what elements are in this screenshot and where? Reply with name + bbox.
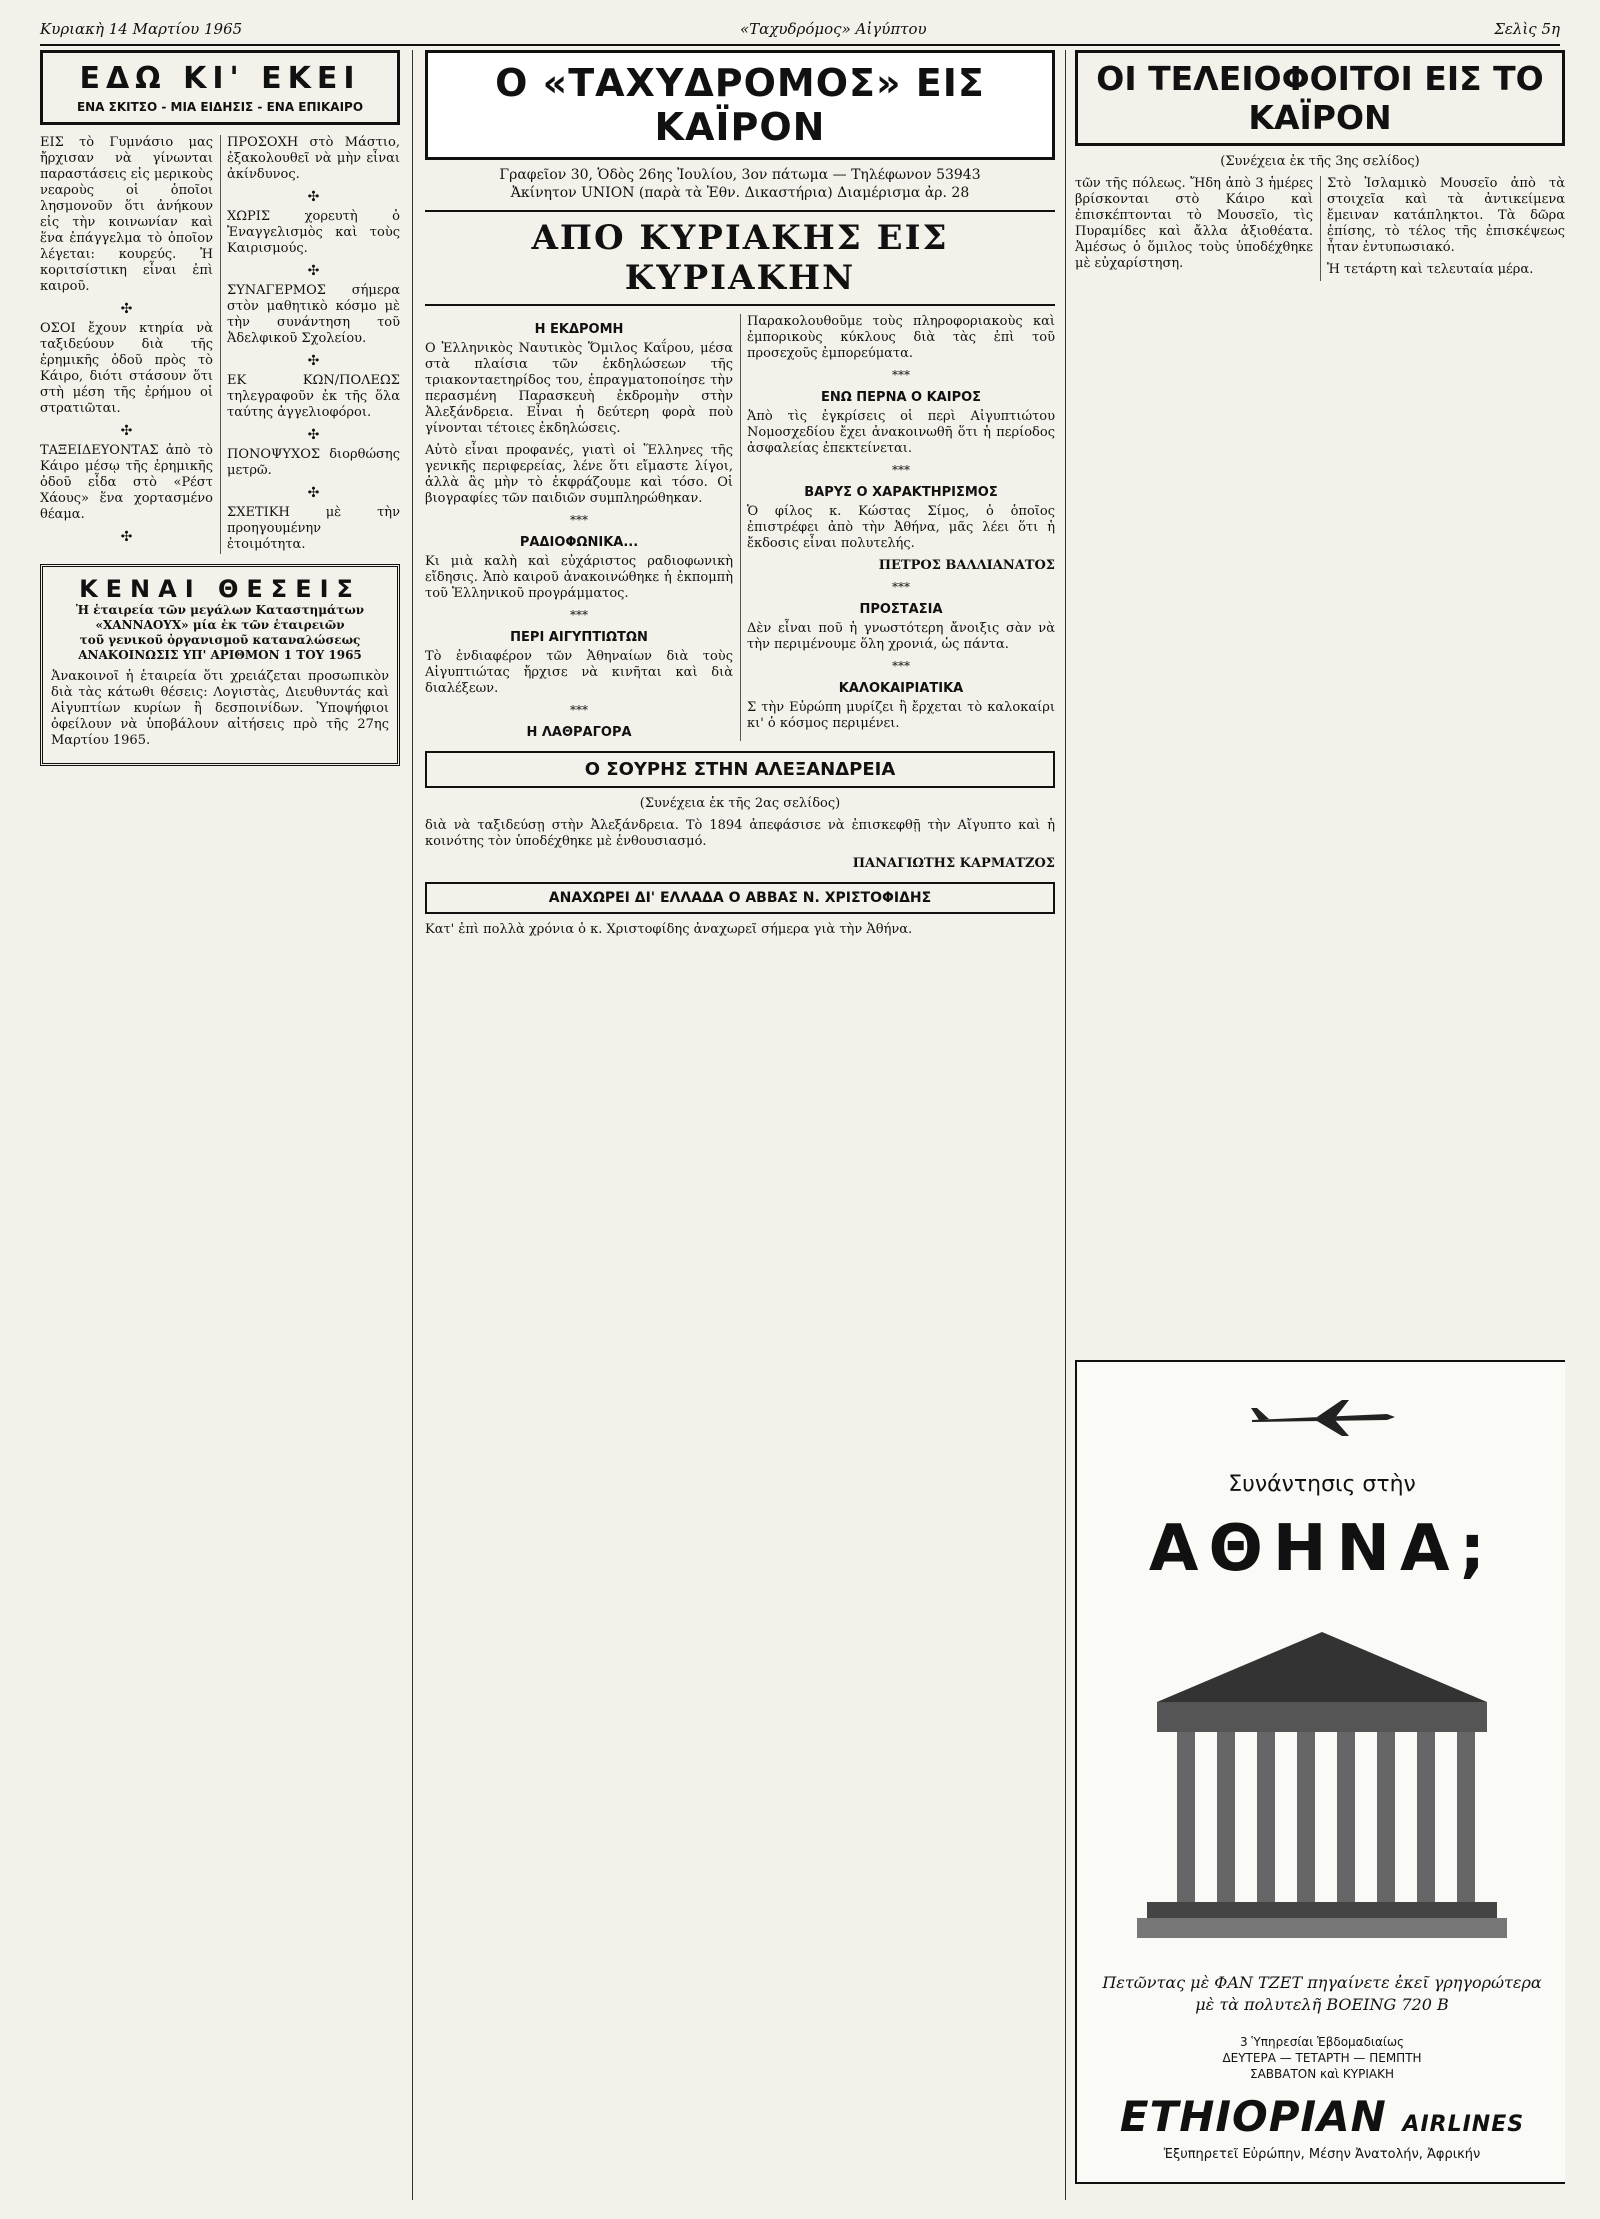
column-rule-1 bbox=[412, 50, 413, 2200]
stars-separator: *** bbox=[570, 608, 588, 622]
center-article-text bbox=[425, 314, 1055, 741]
stars-separator: *** bbox=[892, 368, 910, 382]
paragraph: Ὁ φίλος κ. Κώστας Σίμος, ὁ ὁποῖος ἐπιστρέφει ἀπὸ τὴν Ἀθήνα, μᾶς λέει ὅτι ἡ ἔκδοσις εἶναι πολυτελής. bbox=[747, 504, 1055, 551]
section-heading: ΡΑΔΙΟΦΩΝΙΚΑ... bbox=[519, 535, 639, 550]
paragraph: Ο Ἑλληνικὸς Ναυτικὸς Ὅμιλος Καΐρου, μέσα στὰ πλαίσια τῶν ἐκδηλώσεων τῆς τριακονταετηρίδος του, ἐπραγματοποίησε τὴν περασμένη Παρασκευὴ ἐκδρομὴν στὴν Ἀλεξάνδρεια. Εἶναι ἡ δεύτερη φορὰ ποὺ γίνονται τέτοιες ἐκδηλώσεις. bbox=[425, 341, 733, 436]
separator-icon: ✣ bbox=[307, 485, 320, 501]
ad-brand-airlines: AIRLINES bbox=[1402, 2112, 1525, 2137]
ad-weekend: ΣΑΒΒΑΤΟΝ καὶ ΚΥΡΙΑΚΗ bbox=[1250, 2067, 1394, 2081]
teleiofoitoi-headline: ΟΙ ΤΕΛΕΙΟΦΟΙΤΟΙ ΕΙΣ ΤΟ ΚΑΪΡΟΝ bbox=[1075, 50, 1565, 146]
column-right bbox=[1075, 50, 1565, 2200]
paragraph: Στὸ Ἰσλαμικὸ Μουσεῖο ἀπὸ τὰ στοιχεῖα καὶ τὰ ἀντικείμενα ἔμειναν κατάπληκτοι. Τὰ δῶρα ἐπίσης, τὸ τέλος τῆς ἐπισκέψεως ἦταν ἐντυπωσιακό. bbox=[1327, 176, 1565, 255]
ad-destinations: Ἐξυπηρετεῖ Εὐρώπην, Μέσην Ἀνατολήν, Ἀφρικήν bbox=[1163, 2147, 1481, 2162]
paragraph: ΣΥΝΑΓΕΡΜΟΣ σήμερα στὸν μαθητικὸ κόσμο μὲ τὴν συνάντηση τοῦ Ἀδελφικοῦ Σχολείου. bbox=[227, 283, 400, 346]
ad-line-1: Συνάντησις στὴν bbox=[1228, 1472, 1416, 1497]
separator-icon: ✣ bbox=[307, 427, 320, 443]
paragraph: διὰ νὰ ταξιδεύσῃ στὴν Ἀλεξάνδρεια. Τὸ 1894 ἀπεφάσισε νὰ ἐπισκεφθῇ τὴν Αἴγυπτο καὶ ἡ κοινότης τὸν ὑποδέχθηκε μὲ ἐνθουσιασμό. bbox=[425, 818, 1055, 849]
soyris-headline: Ο ΣΟΥΡΗΣ ΣΤΗΝ ΑΛΕΞΑΝΔΡΕΙΑ bbox=[425, 751, 1055, 788]
paragraph: Τὸ ἐνδιαφέρον τῶν Ἀθηναίων διὰ τοὺς Αἰγυπτιώτας ἤρχισε νὰ κινῆται καὶ διὰ διαλέξεων. bbox=[425, 649, 733, 696]
edo-ki-ekei-box bbox=[40, 50, 400, 125]
paragraph: ΕΚ ΚΩΝ/ΠΟΛΕΩΣ τηλεγραφοῦν ἐκ τῆς ὅλα ταύτης ἀγγελιοφόροι. bbox=[227, 373, 400, 420]
running-header bbox=[40, 14, 1560, 46]
parthenon-illustration-icon bbox=[1137, 1612, 1507, 1952]
paragraph: ΠΟΝΟΨΥΧΟΣ διορθώσης μετρῶ. bbox=[227, 447, 400, 478]
section-heading: ΠΕΡΙ ΑΙΓΥΠΤΙΩΤΩΝ bbox=[510, 630, 648, 645]
ad-line-3b: μὲ τὰ πολυτελῆ BOEING 720 B bbox=[1195, 1995, 1449, 2014]
header-date: Κυριακὴ 14 Μαρτίου 1965 bbox=[40, 20, 243, 38]
separator-icon: ✣ bbox=[120, 529, 133, 545]
paragraph: ΧΩΡΙΣ χορευτὴ ὁ Ἐναγγελισμὸς καὶ τοὺς Καιρισμούς. bbox=[227, 209, 400, 256]
ad-services: 3 Ὑπηρεσίαι Ἑβδομαδιαίως bbox=[1239, 2035, 1405, 2049]
paragraph: Σ τὴν Εὐρώπη μυρίζει ἢ ἔρχεται τὸ καλοκαίρι κι' ὁ κόσμος περιμένει. bbox=[747, 700, 1055, 731]
address-line-1: Γραφεῖον 30, Ὁδὸς 26ης Ἰουλίου, 3ον πάτωμα — Τηλέφωνον 53943 bbox=[499, 167, 981, 183]
address-line-2: Ἀκίνητον UNION (παρὰ τὰ Ἐθν. Δικαστήρια) Διαμέρισμα ἀρ. 28 bbox=[510, 185, 970, 201]
section-heading: ΠΡΟΣΤΑΣΙΑ bbox=[859, 602, 943, 617]
ad-brand bbox=[1077, 2092, 1565, 2141]
paragraph: Ἡ τετάρτη καὶ τελευταία μέρα. bbox=[1327, 262, 1534, 277]
paragraph: ΤΑΞΕΙΔΕΥΟΝΤΑΣ ἀπὸ τὸ Κάιρο μέσῳ τῆς ἐρημικῆς ὁδοῦ εἶδα στὸ «Ρέστ Χάους» ἕνα χορτασμένο θέαμα. bbox=[40, 443, 213, 522]
ethiopian-airlines-ad bbox=[1075, 1360, 1565, 2184]
tachydromos-banner: Ο «ΤΑΧΥΔΡΟΜΟΣ» ΕΙΣ ΚΑΪΡΟΝ bbox=[425, 50, 1055, 160]
ad-athina: ΑΘΗΝΑ; bbox=[1148, 1512, 1496, 1586]
stars-separator: *** bbox=[570, 703, 588, 717]
section-heading: ΚΑΛΟΚΑΙΡΙΑΤΙΚΑ bbox=[838, 681, 964, 696]
paragraph: ΕΙΣ τὸ Γυμνάσιο μας ἤρχισαν νὰ γίνωνται παραστάσεις εἰς μερικοὺς νεαροὺς οἱ ὁποῖοι λησμονοῦν ὅτι ἀνήκουν εἰς τὴν κοινωνίαν καὶ ἕνα ἐπάγγελμα τὸ ὁποῖον λέγεται: κουρεύς. Ἡ κοριτσίστικη εἶναι ἐπὶ καιροῦ. bbox=[40, 135, 214, 294]
signature: ΠΑΝΑΓΙΩΤΗΣ ΚΑΡΜΑΤΖΟΣ bbox=[852, 856, 1055, 871]
kenai-line: Ἡ ἑταιρεία τῶν μεγάλων Καταστημάτων «ΧΑΝΝΑΟΥΧ» μία ἐκ τῶν ἑταιρειῶν bbox=[75, 603, 365, 632]
separator-icon: ✣ bbox=[307, 263, 320, 279]
paragraph: Κι μιὰ καλὴ καὶ εὐχάριστος ραδιοφωνικὴ εἴδησις. Ἀπὸ καιροῦ ἀνακοινώθηκε ἡ ἐκπομπὴ τοῦ Ἑλληνικοῦ προγράμματος. bbox=[425, 554, 733, 601]
section-heading: Η ΕΚΔΡΟΜΗ bbox=[534, 322, 624, 337]
separator-icon: ✣ bbox=[120, 301, 133, 317]
ad-schedule bbox=[1077, 2034, 1565, 2082]
edo-ki-ekei-title: ΕΔΩ ΚΙ' ΕΚΕΙ bbox=[79, 61, 361, 96]
paragraph: Αὐτὸ εἶναι προφανές, γιατὶ οἱ Ἕλληνες τῆς γενικῆς περιφερείας, λένε ὅτι εἴμαστε λίγοι, ἀλλὰ ἂς μὴν τὸ ἐκφράζουμε καὶ τόσο. Οἱ βιογραφίες τῶν παιδιῶν συμπληρώθηκαν. bbox=[425, 443, 733, 506]
section-heading: ΒΑΡΥΣ Ο ΧΑΡΑΚΤΗΡΙΣΜΟΣ bbox=[804, 485, 998, 500]
separator-icon: ✣ bbox=[120, 423, 133, 439]
anaxorei-headline: ΑΝΑΧΩΡΕΙ ΔΙ' ΕΛΛΑΔΑ Ο ΑΒΒΑΣ Ν. ΧΡΙΣΤΟΦΙΔΗΣ bbox=[425, 882, 1055, 914]
paragraph: ΟΣΟΙ ἔχουν κτηρία νὰ ταξιδεύουν διὰ τῆς ἐρημικῆς ὁδοῦ πρὸς τὸ Κάιρο, διότι στάσουν ὅτι στὴ μέση τῆς ἐρήμου οἱ στρατιῶται. bbox=[40, 321, 213, 416]
stars-separator: *** bbox=[892, 580, 910, 594]
stars-separator: *** bbox=[570, 513, 588, 527]
kenai-line: τοῦ γενικοῦ ὀργανισμοῦ καταναλώσεως bbox=[79, 633, 361, 647]
ad-brand-name: ETHIOPIAN bbox=[1119, 2092, 1387, 2141]
header-paper: «Ταχυδρόμος» Αἰγύπτου bbox=[740, 20, 927, 38]
main-headline: ΑΠΟ ΚΥΡΙΑΚΗΣ ΕΙΣ ΚΥΡΙΑΚΗΝ bbox=[425, 210, 1055, 306]
section-heading: ΕΝΩ ΠΕΡΝΑ Ο ΚΑΙΡΟΣ bbox=[820, 390, 982, 405]
kenai-title: ΚΕΝΑΙ ΘΕΣΕΙΣ bbox=[79, 575, 361, 603]
column-center bbox=[425, 50, 1055, 2200]
paragraph: ΠΡΟΣΟΧΗ στὸ Μάστιο, ἐξακολουθεῖ νὰ μὴν εἶναι ἀκίνδυνος. bbox=[227, 135, 400, 182]
paragraph: Ἀπὸ τὶς ἐγκρίσεις οἱ περὶ Αἰγυπτιώτου Νομοσχεδίου ἔχει ἀνακοινωθῆ ὅτι ἡ περίοδος ἀσφαλείας ἐπεκτείνεται. bbox=[747, 409, 1055, 456]
stars-separator: *** bbox=[892, 463, 910, 477]
continuation-note: (Συνέχεια ἐκ τῆς 3ης σελίδος) bbox=[1220, 154, 1420, 169]
kenai-theseis-notice bbox=[40, 564, 400, 766]
paragraph: τῶν τῆς πόλεως. Ἤδη ἀπὸ 3 ἡμέρες βρίσκονται στὸ Κάιρο καὶ ἐπισκέπτονται τὸ Μουσεῖο, τὶς Πυραμίδες καὶ ἄλλα ἀξιοθέατα. Ἀμέσως ὁ ὅμιλος τοὺς ὑποδέχθηκε μὲ εὐχαρίστηση. bbox=[1075, 176, 1313, 271]
edo-ki-ekei-subtitle: ΕΝΑ ΣΚΙΤΣΟ - ΜΙΑ ΕΙΔΗΣΙΣ - ΕΝΑ ΕΠΙΚΑΙΡΟ bbox=[76, 100, 364, 114]
header-page: Σελὶς 5η bbox=[1494, 20, 1560, 38]
stars-separator: *** bbox=[892, 659, 910, 673]
paragraph: Δὲν εἶναι ποῦ ἡ γνωστότερη ἄνοιξις σὰν νὰ τὴν περιμένουμε ὅλη χρονιά, ὡς πάντα. bbox=[747, 621, 1055, 652]
teleiofoitoi-text bbox=[1075, 176, 1565, 281]
ad-line-3 bbox=[1077, 1972, 1565, 2016]
kenai-body: Ἀνακοινοῖ ἡ ἑταιρεία ὅτι χρειάζεται προσωπικὸν διὰ τὰς κάτωθι θέσεις: Λογιστὰς, Διευθυντάς καὶ Αἰγυπτίων κυρίων ἢ δεσποινίδων. Ὑποψήφιοι ὀφείλουν νὰ ὑποβάλουν αἰτήσεις πρὸ τῆς 27ης Μαρτίου 1965. bbox=[51, 669, 389, 748]
column-left bbox=[40, 50, 400, 2200]
paragraph: Κατ' ἐπὶ πολλὰ χρόνια ὁ κ. Χριστοφίδης ἀναχωρεῖ σήμερα γιὰ τὴν Ἀθήνα. bbox=[425, 922, 913, 937]
jet-plane-icon bbox=[1247, 1392, 1397, 1442]
kenai-line: ΑΝΑΚΟΙΝΩΣΙΣ ΥΠ' ΑΡΙΘΜΟΝ 1 ΤΟΥ 1965 bbox=[78, 648, 362, 662]
ad-days: ΔΕΥΤΕΡΑ — ΤΕΤΑΡΤΗ — ΠΕΜΠΤΗ bbox=[1222, 2051, 1422, 2065]
paragraph: ΣΧΕΤΙΚΗ μὲ τὴν προηγουμένην ἐτοιμότητα. bbox=[227, 505, 400, 552]
signature: ΠΕΤΡΟΣ ΒΑΛΛΙΑΝΑΤΟΣ bbox=[878, 558, 1055, 573]
ad-line-3a: Πετῶντας μὲ ΦΑΝ ΤΖΕΤ πηγαίνετε ἐκεῖ γρηγορώτερα bbox=[1102, 1973, 1542, 1992]
section-heading: Η ΛΑΘΡΑΓΟΡΑ bbox=[526, 725, 632, 740]
office-address bbox=[425, 166, 1055, 202]
separator-icon: ✣ bbox=[307, 189, 320, 205]
edo-ki-ekei-text bbox=[40, 135, 400, 554]
separator-icon: ✣ bbox=[307, 353, 320, 369]
continuation-note: (Συνέχεια ἐκ τῆς 2ας σελίδος) bbox=[639, 796, 841, 811]
column-rule-2 bbox=[1065, 50, 1066, 2200]
paragraph: Παρακολουθοῦμε τοὺς πληροφοριακοὺς καὶ ἐμπορικοὺς κύκλους διὰ τὰς ἐπὶ τοῦ προσεχοῦς ἐμπορεύματα. bbox=[747, 314, 1055, 361]
